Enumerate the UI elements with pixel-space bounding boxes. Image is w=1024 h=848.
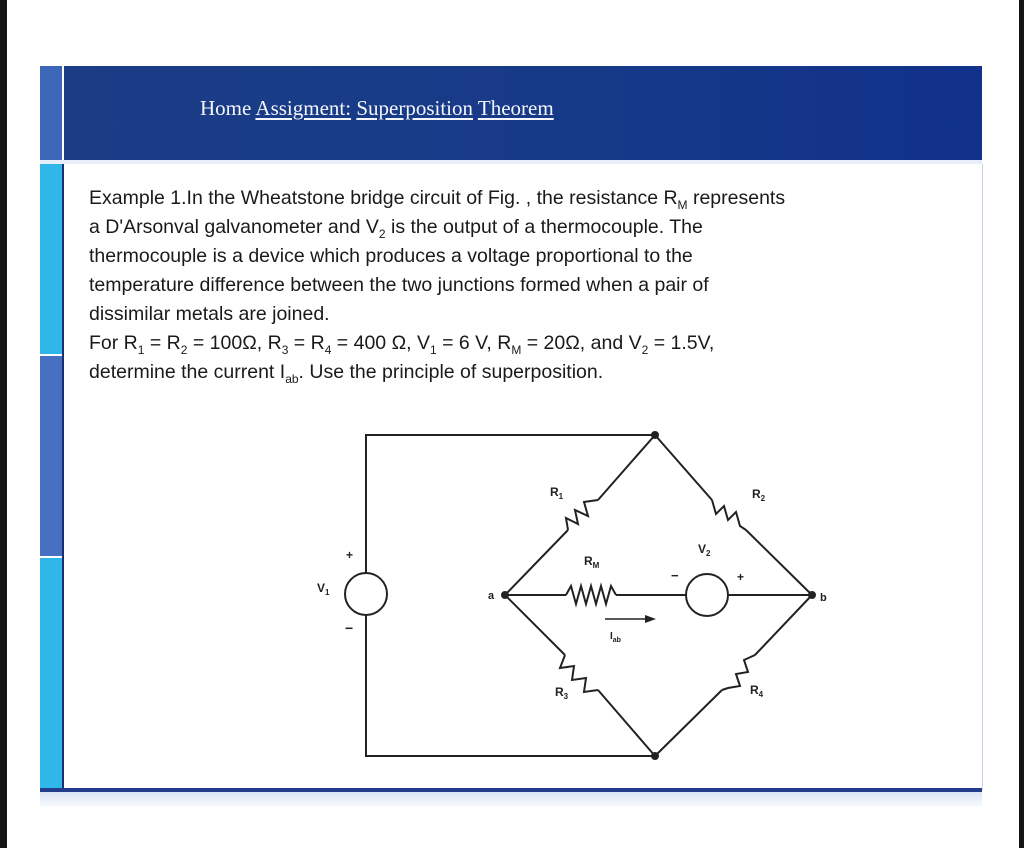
node-top [651, 431, 659, 439]
problem-line-7-a: determine the current I [89, 361, 286, 383]
problem-line-2-a: a D'Arsonval galvanometer and V [89, 216, 379, 238]
problem-line-2-b: is the output of a thermocouple. The [385, 216, 703, 238]
problem-line-1-b: represents [687, 187, 786, 209]
title-prefix: Home [200, 96, 256, 120]
wire-r3-to-bottom [598, 690, 655, 756]
label-v2-plus: + [737, 570, 745, 584]
problem-line-2-sub: 2 [378, 226, 386, 241]
wire-r1-to-a [505, 530, 568, 595]
title-word-superposition: Superposition [356, 96, 474, 120]
label-node-b: b [820, 592, 827, 604]
label-v2: $V_2$ [698, 542, 711, 558]
wire-top-left [366, 435, 655, 573]
label-v1: $V_1$ [317, 581, 330, 597]
source-v1 [345, 573, 387, 615]
wire-a-to-r3 [505, 595, 565, 655]
current-arrow-head [645, 615, 656, 623]
resistor-rm [566, 586, 616, 604]
resistor-r2 [712, 500, 746, 530]
label-current: $I_{ab}$ [610, 631, 621, 644]
resistor-r1 [566, 500, 598, 530]
title-word-assignment: Assigment: [255, 96, 352, 120]
label-node-a: a [488, 590, 495, 602]
label-v2-minus: − [671, 568, 679, 583]
wire-top-to-r2 [655, 435, 712, 500]
problem-line-4: temperature difference between the two junctions formed when a pair of [89, 274, 709, 296]
problem-line-7-b: . Use the principle of superposition. [298, 361, 604, 383]
problem-line-1-a: Example 1.In the Wheatstone bridge circuit of Fig. , the resistance R [89, 187, 678, 209]
node-b-dot [808, 591, 816, 599]
wire-b-to-r4 [755, 595, 812, 655]
wire-top-to-r1 [598, 435, 655, 500]
wire-r4-to-bottom [655, 690, 722, 756]
problem-line-6: For $R_1 = R_2 = 100\Omega$, $R_3 = R_4 = 400$ Ω, $V_1 = 6$ V, $R_M = 20\Omega$, and $V_2 = 1.5V$, [89, 332, 715, 357]
wire-r2-to-b [746, 530, 812, 595]
problem-line-3: thermocouple is a device which produces a voltage proportional to the [89, 245, 693, 267]
label-rm: $R_M$ [584, 554, 600, 570]
label-r3: $R_3$ [555, 685, 569, 701]
label-r1: $R_1$ [550, 485, 564, 501]
label-r4: $R_4$ [750, 683, 764, 699]
problem-line-5: dissimilar metals are joined. [89, 303, 330, 325]
label-r2: $R_2$ [752, 487, 766, 503]
source-v2 [686, 574, 728, 616]
problem-line-7-sub: ab [285, 371, 299, 386]
node-a-dot [501, 591, 509, 599]
node-bottom [651, 752, 659, 760]
problem-line-1-sub: M [677, 197, 688, 212]
label-v1-plus: + [346, 548, 354, 562]
label-v1-minus: − [345, 620, 354, 636]
title-word-theorem: Theorem [477, 96, 554, 120]
resistor-r3 [560, 655, 598, 692]
